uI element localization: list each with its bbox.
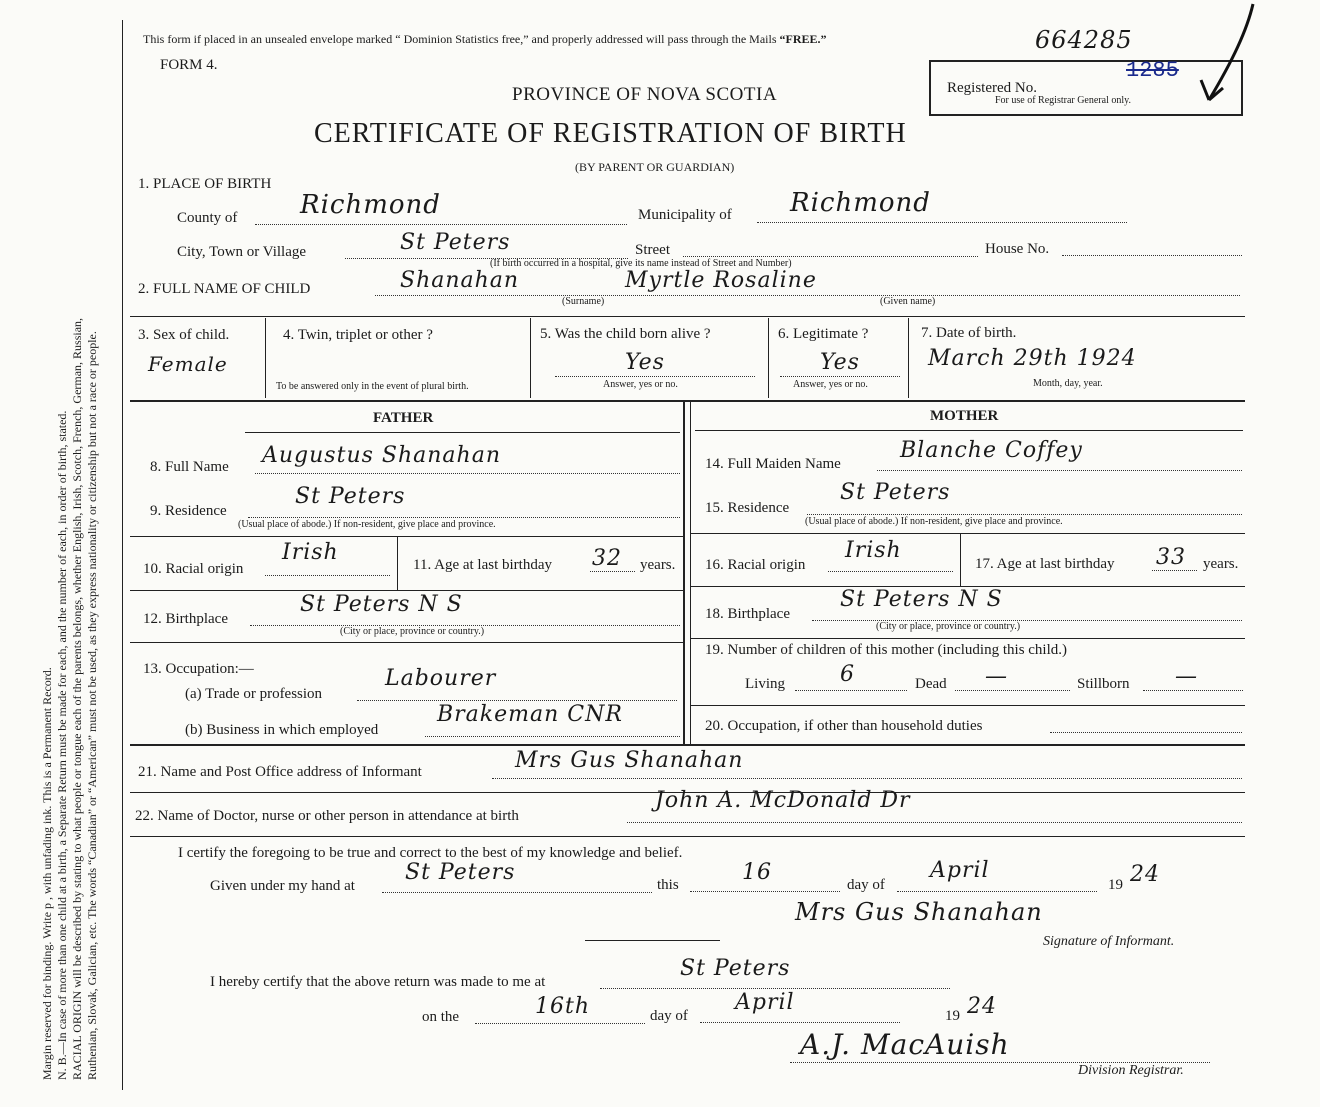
municipality-value: Richmond xyxy=(790,188,931,218)
informant-signature-label: Signature of Informant. xyxy=(1043,934,1175,949)
father-age-value: 32 xyxy=(592,546,622,571)
mother-birthplace-value: St Peters N S xyxy=(840,587,1003,612)
form-number: FORM 4. xyxy=(160,57,218,73)
given-note: (Given name) xyxy=(880,296,936,307)
mother-birthplace-label: 18. Birthplace xyxy=(705,606,790,622)
mother-years-label: years. xyxy=(1203,556,1239,572)
month-value: April xyxy=(930,858,990,883)
mother-occupation-label: 20. Occupation, if other than household duties xyxy=(705,718,983,734)
doctor-label: 22. Name of Doctor, nurse or other person in attendance at birth xyxy=(135,808,519,824)
father-years-label: years. xyxy=(640,557,676,573)
margin-notes xyxy=(40,40,100,1080)
legitimate-value: Yes xyxy=(820,350,860,375)
trade-value: Labourer xyxy=(385,666,497,691)
return-statement: I hereby certify that the above return was made to me at xyxy=(210,974,546,990)
father-name-value: Augustus Shanahan xyxy=(262,443,501,468)
doctor-value: John A. McDonald Dr xyxy=(655,788,911,813)
father-age-label: 11. Age at last birthday xyxy=(413,557,552,573)
mother-heading: MOTHER xyxy=(930,408,999,424)
registered-label: Registered No. xyxy=(947,80,1037,96)
living-label: Living xyxy=(745,676,785,692)
registered-value: 1285 xyxy=(1126,58,1179,83)
margin-note-1: Margin reserved for binding. Write p , with unfading ink. This is a Permanent Record. xyxy=(40,667,54,1080)
dead-value: — xyxy=(985,664,1008,689)
province-heading: PROVINCE OF NOVA SCOTIA xyxy=(512,84,778,105)
return-day-value: 16th xyxy=(535,994,591,1019)
informant-label: 21. Name and Post Office address of Informant xyxy=(138,764,422,780)
alive-note: Answer, yes or no. xyxy=(603,379,678,390)
margin-rule xyxy=(122,20,123,1090)
return-year-value: 24 xyxy=(967,994,997,1019)
father-residence-note: (Usual place of abode.) If non-resident, give place and province. xyxy=(238,519,496,530)
father-birthplace-note: (City or place, province or country.) xyxy=(340,626,485,637)
street-label: Street xyxy=(635,242,670,258)
registrar-signature: A.J. MacAuish xyxy=(800,1028,1010,1061)
given-label: Given under my hand at xyxy=(210,878,355,894)
place-of-birth-label: 1. PLACE OF BIRTH xyxy=(138,176,272,192)
father-name-label: 8. Full Name xyxy=(150,459,229,475)
city-label: City, Town or Village xyxy=(177,244,307,260)
hospital-note: (If birth occurred in a hospital, give its name instead of Street and Number) xyxy=(490,258,792,269)
return-year-prefix: 19 xyxy=(945,1008,960,1024)
informant-value: Mrs Gus Shanahan xyxy=(515,748,744,773)
mother-residence-note: (Usual place of abode.) If non-resident, give place and province. xyxy=(805,516,1063,527)
day-of-label: day of xyxy=(847,877,885,893)
living-value: 6 xyxy=(840,662,855,687)
stillborn-value: — xyxy=(1175,664,1198,689)
certify-statement: I certify the foregoing to be true and correct to the best of my knowledge and belief. xyxy=(178,845,683,861)
mother-name-value: Blanche Coffey xyxy=(900,438,1083,463)
margin-note-3: RACIAL ORIGIN will be described by stating to what people or tongue each of the parents belongs, whether English, Irish, Scotch, French, German, Russian, xyxy=(70,317,84,1080)
father-occupation-label: 13. Occupation:— xyxy=(143,661,254,677)
city-value: St Peters xyxy=(400,230,511,255)
father-birthplace-value: St Peters N S xyxy=(300,592,463,617)
surname-note: (Surname) xyxy=(562,296,605,307)
alive-label: 5. Was the child born alive ? xyxy=(540,326,711,342)
page-subtitle: (BY PARENT OR GUARDIAN) xyxy=(575,160,735,174)
father-residence-value: St Peters xyxy=(295,484,406,509)
dob-note: Month, day, year. xyxy=(1033,378,1103,389)
child-surname: Shanahan xyxy=(400,268,520,293)
given-place-value: St Peters xyxy=(405,860,516,885)
business-label: (b) Business in which employed xyxy=(185,722,379,738)
father-residence-label: 9. Residence xyxy=(150,503,227,519)
mother-racial-value: Irish xyxy=(845,538,902,563)
mother-age-value: 33 xyxy=(1156,545,1186,570)
sex-value: Female xyxy=(148,352,228,376)
return-place-value: St Peters xyxy=(680,956,791,981)
check-mark-icon xyxy=(1195,0,1265,110)
mother-birthplace-note: (City or place, province or country.) xyxy=(876,621,1021,632)
father-birthplace-label: 12. Birthplace xyxy=(143,611,228,627)
municipality-label: Municipality of xyxy=(638,207,732,223)
mother-name-label: 14. Full Maiden Name xyxy=(705,456,841,472)
child-given-name: Myrtle Rosaline xyxy=(625,268,817,293)
page-title: CERTIFICATE OF REGISTRATION OF BIRTH xyxy=(314,118,907,149)
twin-note: To be answered only in the event of plural birth. xyxy=(276,381,469,392)
stillborn-label: Stillborn xyxy=(1077,676,1130,692)
day-value: 16 xyxy=(742,860,772,885)
year-prefix: 19 xyxy=(1108,877,1123,893)
return-month-value: April xyxy=(735,990,795,1015)
legitimate-label: 6. Legitimate ? xyxy=(778,326,869,342)
mother-residence-label: 15. Residence xyxy=(705,500,790,516)
year-value: 24 xyxy=(1130,862,1160,887)
trade-label: (a) Trade or profession xyxy=(185,686,323,702)
registrar-note: For use of Registrar General only. xyxy=(995,95,1131,106)
registrar-label: Division Registrar. xyxy=(1078,1063,1184,1078)
informant-signature: Mrs Gus Shanahan xyxy=(795,898,1043,926)
margin-note-4: Ruthenian, Slovak, Galician, etc. The words “Canadian” or “American” must not be used, as they express nationality or citizenship but not a race or people. xyxy=(85,331,99,1080)
children-count-label: 19. Number of children of this mother (including this child.) xyxy=(705,642,1068,658)
father-racial-label: 10. Racial origin xyxy=(143,561,244,577)
father-heading: FATHER xyxy=(373,410,434,426)
legitimate-note: Answer, yes or no. xyxy=(793,379,868,390)
dead-label: Dead xyxy=(915,676,947,692)
return-day-of-label: day of xyxy=(650,1008,688,1024)
house-label: House No. xyxy=(985,241,1050,257)
sex-label: 3. Sex of child. xyxy=(138,327,230,343)
alive-value: Yes xyxy=(625,350,665,375)
on-the-label: on the xyxy=(422,1009,460,1025)
mail-note: This form if placed in an unsealed envelope marked “ Dominion Statistics free,” and properly addressed will pass through the Mails “FREE.” xyxy=(143,32,827,46)
child-name-label: 2. FULL NAME OF CHILD xyxy=(138,281,311,297)
margin-note-2: N. B.—In case of more than one child at a birth, a Separate Return must be made for each, and the number of each, in order of birth, stated. xyxy=(55,410,69,1080)
this-label: this xyxy=(657,877,679,893)
mother-residence-value: St Peters xyxy=(840,480,951,505)
county-value: Richmond xyxy=(300,190,441,220)
father-racial-value: Irish xyxy=(282,540,339,565)
dob-label: 7. Date of birth. xyxy=(921,325,1017,341)
business-value: Brakeman CNR xyxy=(437,702,623,727)
twin-label: 4. Twin, triplet or other ? xyxy=(283,327,433,343)
dob-value: March 29th 1924 xyxy=(928,346,1137,371)
mother-racial-label: 16. Racial origin xyxy=(705,557,806,573)
mother-age-label: 17. Age at last birthday xyxy=(975,556,1115,572)
stamp-number: 664285 xyxy=(1035,26,1133,54)
county-label: County of xyxy=(177,210,238,226)
